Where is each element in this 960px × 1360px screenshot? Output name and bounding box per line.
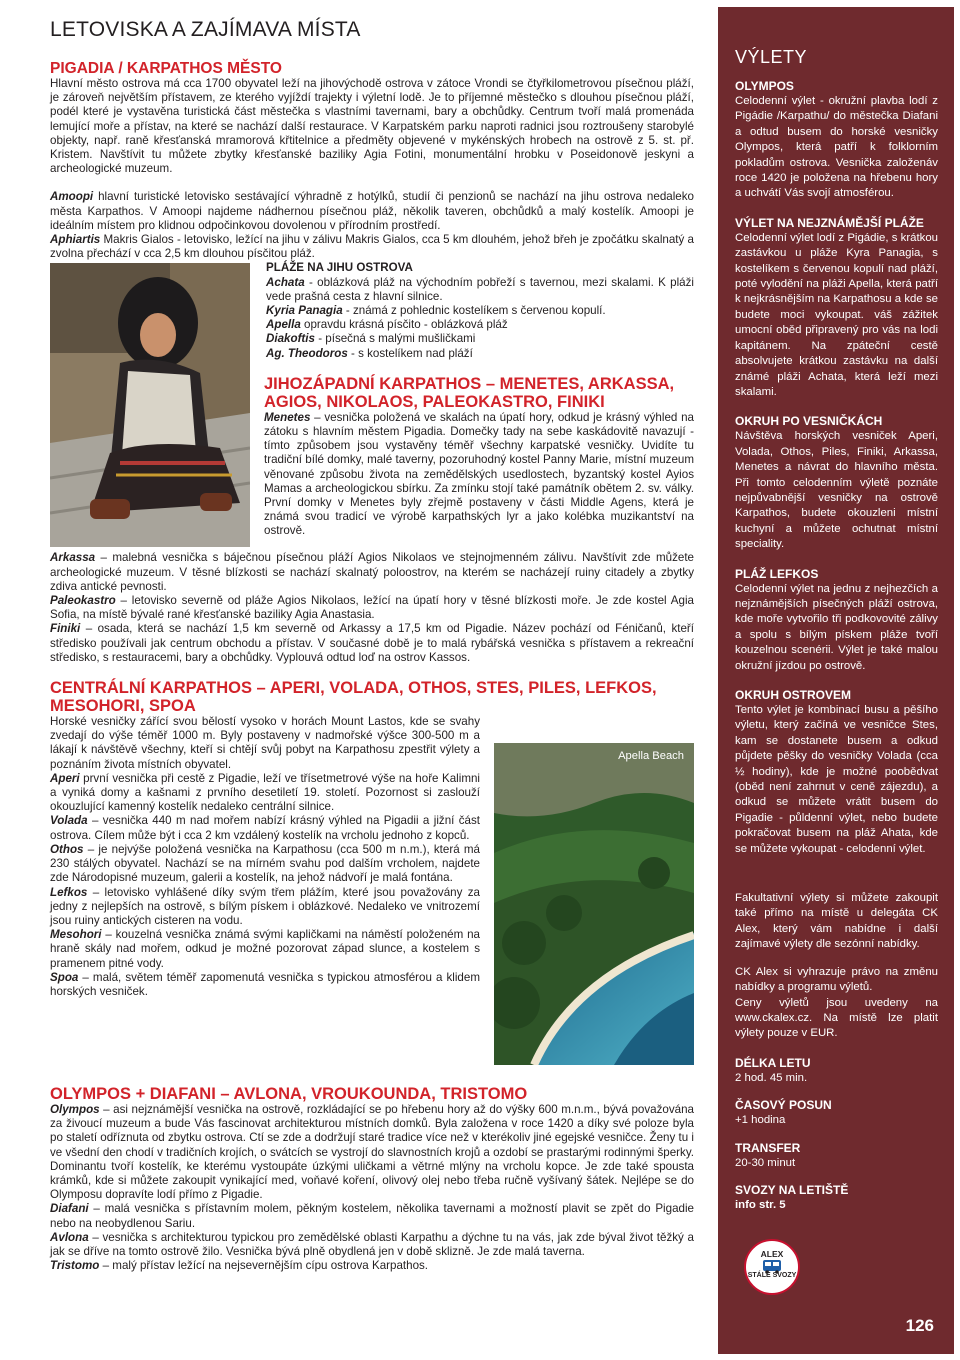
flight-label: DÉLKA LETU [735, 1055, 811, 1070]
paleokastro-paragraph: Paleokastro – letovisko severně od pláže Agios Nikolaos, ležící na úpatí hory v těsné blízkosti moře. Je zde kostel Agia Sofia, na místě bývalé rané křesťanské baziliky Agia Anastasia. [50, 594, 694, 622]
central-heading: CENTRÁLNÍ KARPATHOS – APERI, VOLADA, OTHOS, STES, PILES, LEFKOS, MESOHORI, SPOA [50, 679, 657, 716]
amoopi-name: Amoopi [50, 190, 94, 204]
aphiartis-name: Aphiartis [50, 233, 101, 247]
north-item: Diafani – malá vesnička s přístavním molem, pěkným kostelem, několika tavernami a možností plavit se zpět do Pigadie nebo na neobydlenou Sariu. [50, 1202, 694, 1230]
trip-title: OKRUH OSTROVEM [735, 688, 852, 702]
trip-title: VÝLET NA NEJZNÁMĚJŠÍ PLÁŽE [735, 215, 924, 230]
page-number: 126 [905, 1316, 934, 1335]
beach-item: Ag. Theodoros - s kostelíkem nad pláží [266, 346, 473, 360]
central-intro: Horské vesničky zářící svou bělostí vysoko v horách Mount Lastos, kde se svahy zvedají do výše téměř 1000 m. Byly postaveny v nadmořské výšce 300-500 m a lákají k návštěvě všechny, kteří si chtějí svůj pobyt na Karpathosu zpestřit výlety a poznáním života místních obyvatel. [50, 715, 480, 771]
village-item: Spoa – malá, světem téměř zapomenutá vesnička s typickou atmosférou a klidem horských vesniček. [50, 970, 480, 998]
north-item: Olympos – asi nejznámější vesnička na ostrově, rozkládající se po hřebenu hory až do výšky 600 m.n.m., bývá považována za živoucí muzeum a bude Vás fascinovat architekturou místních domků. Byla založena v roce 1420 a díky své poloze byla po staletí odříznuta od zbytku ostrova. Ctí se zde a dodržují staré tradice více než v kterékoliv jiné egejské vesničce. Ženy tu i ve všední den chodí v tradičních krojích, o svátcích se vystrojí do slavnostních krojů a ozdobí se prastarými rodinnými šperky. Dominantu tvoří kostelík, ke kterému vystoupáte úzkými uličkami a větrné mlýny na vrcholu kopce. Je zde také spousta krámků, kde si můžete zakoupit vynikající med, voňavé koření, olivový olej nebo třeba ručně vyšívaný šátek. Nejlépe se do Olymposu dopravíte lodí přímo z Pigadie. [50, 1103, 694, 1202]
trip-text: Celodenní výlet lodí z Pigádie, s krátkou zastávkou u pláže Kyra Panagia, s kostelíkem s červenou kopulí nad pláží, poté vylodění na pláži Apella, která patří k nejkrásnějším na Karpathosu a kde se budete moci vykoupat. váš zážitek umocní oběd připravený pro vás na lodi kapitánem. Na zpáteční cestě absolvujete krátkou zastávku na další známé pláži Achata, která leží mezi skalami. [735, 231, 938, 398]
pigadia-heading: PIGADIA / KARPATHOS MĚSTO [50, 60, 282, 77]
north-heading: OLYMPOS + DIAFANI – AVLONA, VROUKOUNDA, TRISTOMO [50, 1085, 528, 1104]
trip-title: OLYMPOS [735, 79, 794, 93]
southwest-heading: JIHOZÁPADNÍ KARPATHOS – MENETES, ARKASSA, AGIOS, NIKOLAOS, PALEOKASTRO, FINIKI [264, 374, 675, 411]
trip-title: OKRUH PO VESNIČKÁCH [735, 414, 883, 429]
sidebar-content [735, 7, 938, 1227]
trip-title: PLÁŽ LEFKOS [735, 566, 819, 581]
pigadia-text: Hlavní město ostrova má cca 1700 obyvatel leží na jihovýchodě ostrova v zátoce Vrondi se čtyřkilometrovou písečnou pláží, je zároveň největším přístavem, ze kterého vyjíždí trajekty i výletní lodě. Je to příjemné městečko s dlouhou písečnou pláží, podél které je vystavěna turistická část městečka s vlastními tavernami, bary a obchůdky. Centrum tvoří malá promenáda lemující moře a přístav, na které se nachází další restaurace. V Karpatském parku naproti radnici jsou roztroušeny starobylé objekty, např. raně křesťanská mramorová křtitelnice a předměty objevené v mykénských hrobech na ostrově z 5. st. př. Kristem. Navštívit tu můžete zbytky křesťanské baziliky Agia Fotini, monumentální hrobku v Poseidonově jeskyni a archeologické muzeum. [50, 77, 694, 176]
transfer-value: 20-30 minut [735, 1156, 796, 1169]
village-item: Lefkos – letovisko vyhlášené díky svým třem plážím, které jsou považovány za jedny z nejlepších na ostrově, s bílým pískem i oblázkové. Nedaleko ve vnitrozemí jsou ruiny antických cisteren na vodu. [50, 885, 480, 927]
photo-caption: Apella Beach [618, 750, 684, 763]
beach-item: Diakoftis - písečná s malými mušličkami [266, 332, 476, 346]
time-shift-value: +1 hodina [735, 1114, 786, 1127]
arkassa-paragraph: Arkassa – malebná vesnička s báječnou písečnou pláží Agios Nikolaos ve stejnojmenném zálivu. Navštívit zde můžete archeologické muzeum. V těsné blízkosti se nachází skalnatý poloostrov, na kterém se nacházejí ruiny citadely a zbytky zdiva antické pevnosti. [50, 551, 694, 593]
woman-in-costume-image [50, 263, 250, 547]
amoopi-paragraph [50, 190, 694, 233]
alex-shuttle-logo [744, 1239, 800, 1295]
north-item: Avlona – vesnička s architekturou typickou pro zemědělské oblasti Karpathu a dýchne tu na vás, jak zde býval život těžký a jak se dříve na tomto ostrově žilo. Vesnička bývá plně obydlená jen v době sklizně. Je zde malá taverna. [50, 1230, 694, 1259]
finiki-paragraph: Finiki – osada, která se nachází 1,5 km severně od Arkassy a 17,5 km od Pigadie. Název pochází od Féničanů, kteří středisko používali jak centrum obchodu a přístav. V současné době je to malá rybářská vesnička s přístavem a rekreační středisko, s restauracemi, bary a obchůdky. Vyplouvá odtud loď na ostrov Kassos. [50, 622, 694, 664]
shuttle-value: info str. 5 [735, 1198, 786, 1211]
beach-item: Apella opravdu krásná písčito - oblázková pláž [266, 318, 508, 332]
apella-beach-photo [494, 743, 694, 1065]
beaches-heading: PLÁŽE NA JIHU OSTROVA [266, 261, 413, 275]
beach-item: Achata - oblázková pláž na východním pobřeží s tavernou, mezi skalami. K pláži vede prašná cesta z hlavní silnice. [266, 275, 694, 303]
village-item: Othos – je nejvýše položená vesnička na Karpathosu (cca 500 m n.m.), která má 230 stálých obyvatel. Nachází se na mírném svahu pod dalším vrcholem, najdete zde Národopisné muzeum, galerii a kostelík, na jehož nádvoří je malá fontána. [50, 842, 480, 885]
time-shift-label: ČASOVÝ POSUN [735, 1098, 832, 1113]
village-item: Aperi první vesnička při cestě z Pigadie, leží ve třísetmetrové výše na hoře Kalimni a vyniká domy a kašnami z prvního desetiletí 19. století. Pozornost si zaslouží okouzlující kamenný kostelík nedaleko centrální silnice. [50, 771, 480, 814]
prices-note: Ceny výletů jsou uvedeny na www.ckalex.cz. Na místě lze platit výlety pouze v EUR. [735, 996, 938, 1040]
changes-note: CK Alex si vyhrazuje právo na změnu nabídky a programu výletů. [735, 965, 938, 994]
aphiartis-paragraph [50, 233, 694, 261]
shuttle-label: SVOZY NA LETIŠTĚ [735, 1182, 849, 1197]
village-item: Volada – vesnička 440 m nad mořem nabízí krásný výhled na Pigadii a jižní část ostrova. Cílem může být i cca 2 km vzdálený kostelík na vrcholu jednoho z kopců. [50, 814, 480, 842]
page-title: LETOVISKA A ZAJÍMAVA MÍSTA [50, 18, 361, 41]
optional-trips-note: Fakultativní výlety si můžete zakoupit také přímo na místě u delegáta CK Alex, který vám nabídne i další zajímavé výlety dle sezónní nabídky. [735, 892, 938, 951]
flight-value: 2 hod. 45 min. [735, 1071, 808, 1084]
trips-sidebar [718, 7, 954, 1354]
trip-text: Celodenní výlet na jednu z nejhezčích a nejznámějších písečných pláží ostrova, kde moře vytvořilo tři podkovovité zálivy a spolu s bílým pískem pláže tvoří kouzelnou scenérii. Výlet je také malou okružní jízdou po ostrově. [735, 582, 938, 672]
beach-item: Kyria Panagia - známá z pohlednic kostelíkem s červenou kopulí. [266, 304, 606, 318]
woman-photo [50, 263, 250, 547]
logo-text-top: ALEX [760, 1249, 784, 1259]
main-column [50, 18, 694, 1274]
bus-icon [746, 1241, 798, 1293]
menetes-paragraph: Menetes – vesnička položená ve skalách na úpatí hory, odkud je krásný výhled na zátoku s hlavním městem Pigadia. Domečky tady na sebe kaskádovitě navazují - tímto způsobem jsou vystavěny téměř všechny karpatské vesničky. Uvidíte tu tradiční bílé domky, malé taverny, pozoruhodný kostel Panny Marie, místní muzeum věnované způsobu života na zemědělských usedlostech, byzantský kostel Ayios Mamas a archeologickou sbírku. Za zmínku stojí také památník obětem 2. sv. války. První domky v Menetes byly zřejmě postaveny v části Middle Agens, která je známá svou tradicí ve výrobě karpathských lyr a jako kolébka muzikantství na ostrově. [264, 410, 694, 538]
trip-text: Tento výlet je kombinací busu a pěšího výletu, který začíná ve vesničce Stes, kam se dostanete busem a odkud půjdete pěšky do vesničky Volada (cca ½ hodiny), kde je možné poobědvat (oběd není zahrnut v ceně zájezdu), a odkud se můžete vrátit busem do Pigadie - půldenní výlet, nebo budete pokračovat busem na pláž Ahata, kde se můžete vykoupat - celodenní výlet. [735, 704, 938, 855]
apella-beach-image [494, 743, 694, 1065]
trip-text: Návštěva horských vesniček Aperi, Volada, Othos, Piles, Finiki, Arkassa, Menetes a návrat do hlavního města. Při tomto celodenním výletě poznáte nejpůvabnější vesničky na ostrově Karpathos, budete okouzleni místní kuchyní a můžete ochutnat místní speciality. [735, 430, 938, 551]
logo-text-bottom: STÁLÉ SVOZY [747, 1272, 797, 1279]
transfer-label: TRANSFER [735, 1140, 801, 1155]
village-item: Mesohori – kouzelná vesnička známá svými kapličkami na náměstí položeném na hraně skály nad mořem, odkud je možné pozorovat západ slunce, a kostelem s pramenem pitné vody. [50, 928, 480, 970]
aphiartis-text: Makris Gialos - letovisko, ležící na jihu v zálivu Makris Gialos, cca 5 km dlouhém, jehož břeh je zpočátku skalnatý a zvolna přechází v cca 2,5 km dlouhou písčitou pláž. [50, 233, 694, 261]
sidebar-title: VÝLETY [735, 47, 808, 67]
amoopi-text: hlavní turistické letovisko sestávající výhradně z hotýlků, studií či penzionů se nachází na jihu ostrova nedaleko města Karpathos. V Amoopi najdeme nádhernou písečnou pláž, několik taveren, obchůdků a malý kostelík. Amoopi je ideálním místem pro klidnou odpočinkovou dovolenou v přírodním prostředí. [50, 190, 694, 232]
north-item: Tristomo – malý přístav ležící na nejsevernějším cípu ostrova Karpathos. [50, 1259, 429, 1273]
trip-text: Celodenní výlet - okružní plavba lodí z Pigádie /Karpathu/ do městečka Diafani a odtud busem do horské vesničky Olympos, která patří k folklorním pokladům ostrova. Vesnička založenáv roce 1420 je položena na hřebenu hory a uchvátí Vás svojí atmosférou. [735, 95, 938, 200]
